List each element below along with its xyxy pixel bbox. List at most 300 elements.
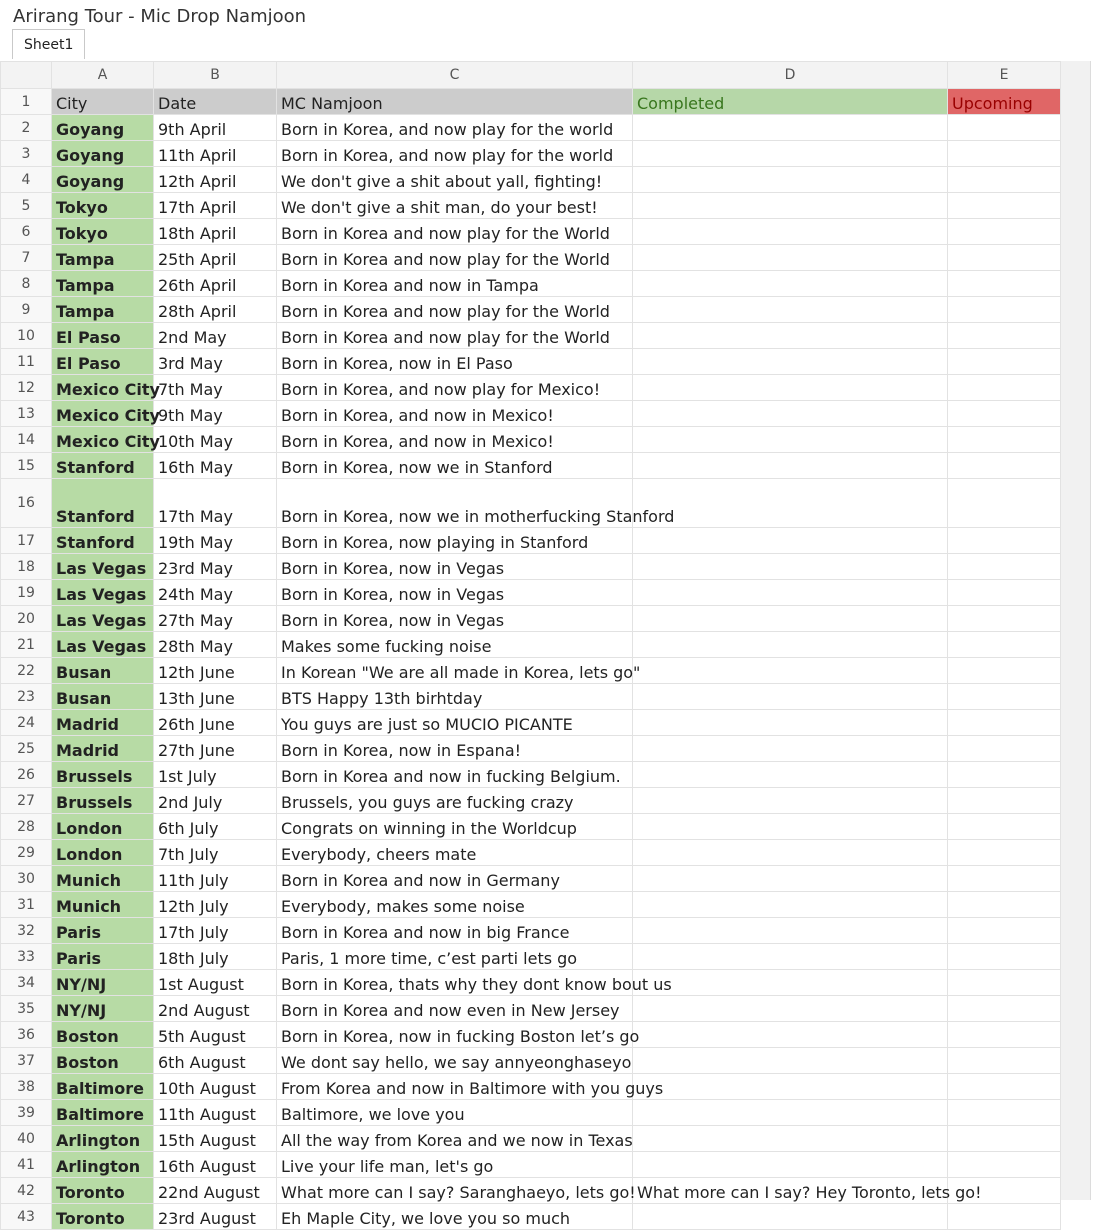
row-number[interactable]: 32 bbox=[1, 918, 52, 944]
cell-date[interactable]: 12th July bbox=[154, 892, 277, 918]
cell-city[interactable]: Mexico City bbox=[52, 427, 154, 453]
cell-mc-namjoon[interactable]: All the way from Korea and we now in Texas bbox=[277, 1126, 633, 1152]
cell-mc-namjoon[interactable]: From Korea and now in Baltimore with you guys bbox=[277, 1074, 633, 1100]
cell-city[interactable]: Arlington bbox=[52, 1126, 154, 1152]
table-row bbox=[1, 996, 1061, 1022]
table-row bbox=[1, 918, 1061, 944]
cell-completed[interactable] bbox=[633, 762, 948, 788]
cell-upcoming[interactable] bbox=[948, 970, 1061, 996]
cell-mc-namjoon[interactable]: What more can I say? Saranghaeyo, lets go! bbox=[277, 1178, 633, 1204]
cell-date[interactable]: 27th June bbox=[154, 736, 277, 762]
cell-date[interactable]: 23rd August bbox=[154, 1204, 277, 1230]
table-row bbox=[1, 710, 1061, 736]
cell-mc-namjoon[interactable]: Born in Korea, now in fucking Boston let’s go bbox=[277, 1022, 633, 1048]
cell-upcoming[interactable] bbox=[948, 1100, 1061, 1126]
table-row bbox=[1, 1126, 1061, 1152]
row-number[interactable]: 11 bbox=[1, 349, 52, 375]
select-all-corner[interactable] bbox=[1, 62, 52, 89]
cell-date[interactable]: 19th May bbox=[154, 528, 277, 554]
row-number[interactable]: 39 bbox=[1, 1100, 52, 1126]
cell-date[interactable]: 1st July bbox=[154, 762, 277, 788]
cell-completed[interactable] bbox=[633, 736, 948, 762]
header-cell-completed[interactable]: Completed bbox=[633, 89, 948, 115]
cell-city[interactable]: Tokyo bbox=[52, 193, 154, 219]
cell-mc-namjoon[interactable]: Brussels, you guys are fucking crazy bbox=[277, 788, 633, 814]
cell-mc-namjoon[interactable]: Baltimore, we love you bbox=[277, 1100, 633, 1126]
row-number[interactable]: 2 bbox=[1, 115, 52, 141]
cell-city[interactable]: Toronto bbox=[52, 1204, 154, 1230]
cell-completed[interactable]: What more can I say? Hey Toronto, lets go! bbox=[633, 1178, 948, 1204]
cell-city[interactable]: Las Vegas bbox=[52, 580, 154, 606]
table-row bbox=[1, 528, 1061, 554]
cell-mc-namjoon[interactable]: Born in Korea, and now play for Mexico! bbox=[277, 375, 633, 401]
cell-upcoming[interactable] bbox=[948, 996, 1061, 1022]
vertical-scrollbar[interactable] bbox=[1090, 61, 1118, 1200]
cell-mc-namjoon[interactable]: Born in Korea, and now play for the world bbox=[277, 115, 633, 141]
row-number[interactable]: 21 bbox=[1, 632, 52, 658]
row-number[interactable]: 14 bbox=[1, 427, 52, 453]
row-number[interactable]: 35 bbox=[1, 996, 52, 1022]
table-row bbox=[1, 453, 1061, 479]
cell-completed[interactable] bbox=[633, 814, 948, 840]
cell-city[interactable]: Munich bbox=[52, 866, 154, 892]
cell-upcoming[interactable] bbox=[948, 944, 1061, 970]
cell-city[interactable]: Las Vegas bbox=[52, 632, 154, 658]
cell-completed[interactable] bbox=[633, 944, 948, 970]
cell-upcoming[interactable] bbox=[948, 375, 1061, 401]
cell-city[interactable]: El Paso bbox=[52, 349, 154, 375]
cell-mc-namjoon[interactable]: Paris, 1 more time, c’est parti lets go bbox=[277, 944, 633, 970]
cell-upcoming[interactable] bbox=[948, 271, 1061, 297]
cell-completed[interactable] bbox=[633, 918, 948, 944]
row-number[interactable]: 36 bbox=[1, 1022, 52, 1048]
cell-date[interactable]: 13th June bbox=[154, 684, 277, 710]
cell-completed[interactable] bbox=[633, 1022, 948, 1048]
cell-date[interactable]: 11th April bbox=[154, 141, 277, 167]
cell-city[interactable]: Mexico City bbox=[52, 375, 154, 401]
cell-date[interactable]: 26th June bbox=[154, 710, 277, 736]
row-number[interactable]: 17 bbox=[1, 528, 52, 554]
cell-date[interactable]: 9th April bbox=[154, 115, 277, 141]
cell-date[interactable]: 6th August bbox=[154, 1048, 277, 1074]
cell-mc-namjoon[interactable]: Born in Korea and now play for the World bbox=[277, 297, 633, 323]
cell-city[interactable]: Busan bbox=[52, 684, 154, 710]
table-row bbox=[1, 866, 1061, 892]
row-number[interactable]: 40 bbox=[1, 1126, 52, 1152]
table-row bbox=[1, 684, 1061, 710]
cell-mc-namjoon[interactable]: Born in Korea, now in Vegas bbox=[277, 606, 633, 632]
cell-upcoming[interactable] bbox=[948, 427, 1061, 453]
table-row bbox=[1, 762, 1061, 788]
column-header-c[interactable]: C bbox=[277, 62, 633, 89]
table-row bbox=[1, 944, 1061, 970]
cell-upcoming[interactable] bbox=[948, 658, 1061, 684]
cell-upcoming[interactable] bbox=[948, 918, 1061, 944]
cell-upcoming[interactable] bbox=[948, 1126, 1061, 1152]
cell-date[interactable]: 18th July bbox=[154, 944, 277, 970]
cell-mc-namjoon[interactable]: Congrats on winning in the Worldcup bbox=[277, 814, 633, 840]
cell-completed[interactable] bbox=[633, 580, 948, 606]
cell-mc-namjoon[interactable]: Everybody, makes some noise bbox=[277, 892, 633, 918]
cell-upcoming[interactable] bbox=[948, 115, 1061, 141]
cell-city[interactable]: Madrid bbox=[52, 736, 154, 762]
table-row bbox=[1, 606, 1061, 632]
cell-mc-namjoon[interactable]: Born in Korea and now in Tampa bbox=[277, 271, 633, 297]
row-number[interactable]: 29 bbox=[1, 840, 52, 866]
cell-mc-namjoon[interactable]: Live your life man, let's go bbox=[277, 1152, 633, 1178]
cell-city[interactable]: Madrid bbox=[52, 710, 154, 736]
cell-date[interactable]: 16th May bbox=[154, 453, 277, 479]
cell-city[interactable]: Mexico City bbox=[52, 401, 154, 427]
table-row bbox=[1, 814, 1061, 840]
header-cell-date[interactable]: Date bbox=[154, 89, 277, 115]
cell-city[interactable]: Toronto bbox=[52, 1178, 154, 1204]
cell-date[interactable]: 28th May bbox=[154, 632, 277, 658]
row-number[interactable]: 1 bbox=[1, 89, 52, 115]
cell-upcoming[interactable] bbox=[948, 554, 1061, 580]
row-number[interactable]: 16 bbox=[1, 479, 52, 528]
cell-date[interactable]: 11th July bbox=[154, 866, 277, 892]
cell-city[interactable]: London bbox=[52, 814, 154, 840]
cell-completed[interactable] bbox=[633, 427, 948, 453]
cell-mc-namjoon[interactable]: Born in Korea, now in Espana! bbox=[277, 736, 633, 762]
cell-city[interactable]: Las Vegas bbox=[52, 606, 154, 632]
cell-upcoming[interactable] bbox=[948, 866, 1061, 892]
cell-completed[interactable] bbox=[633, 996, 948, 1022]
cell-upcoming[interactable] bbox=[948, 606, 1061, 632]
column-header-a[interactable]: A bbox=[52, 62, 154, 89]
cell-date[interactable]: 25th April bbox=[154, 245, 277, 271]
cell-date[interactable]: 12th June bbox=[154, 658, 277, 684]
cell-upcoming[interactable] bbox=[948, 1048, 1061, 1074]
row-number[interactable]: 33 bbox=[1, 944, 52, 970]
row-number[interactable]: 10 bbox=[1, 323, 52, 349]
cell-date[interactable]: 6th July bbox=[154, 814, 277, 840]
cell-completed[interactable] bbox=[633, 554, 948, 580]
row-number[interactable]: 24 bbox=[1, 710, 52, 736]
cell-city[interactable]: Stanford bbox=[52, 479, 154, 528]
cell-city[interactable]: Boston bbox=[52, 1022, 154, 1048]
cell-mc-namjoon[interactable]: Born in Korea and now play for the World bbox=[277, 323, 633, 349]
header-cell-upcoming[interactable]: Upcoming bbox=[948, 89, 1061, 115]
cell-completed[interactable] bbox=[633, 1204, 948, 1230]
cell-date[interactable]: 18th April bbox=[154, 219, 277, 245]
cell-completed[interactable] bbox=[633, 710, 948, 736]
cell-mc-namjoon[interactable]: Everybody, cheers mate bbox=[277, 840, 633, 866]
cell-city[interactable]: Brussels bbox=[52, 788, 154, 814]
cell-city[interactable]: Baltimore bbox=[52, 1100, 154, 1126]
table-row bbox=[1, 580, 1061, 606]
cell-date[interactable]: 7th May bbox=[154, 375, 277, 401]
row-number[interactable]: 7 bbox=[1, 245, 52, 271]
cell-mc-namjoon[interactable]: Born in Korea and now in Germany bbox=[277, 866, 633, 892]
cell-mc-namjoon[interactable]: Born in Korea and now in fucking Belgium. bbox=[277, 762, 633, 788]
row-number[interactable]: 6 bbox=[1, 219, 52, 245]
cell-mc-namjoon[interactable]: Born in Korea, now in Vegas bbox=[277, 554, 633, 580]
cell-city[interactable]: Goyang bbox=[52, 141, 154, 167]
cell-upcoming[interactable] bbox=[948, 323, 1061, 349]
cell-date[interactable]: 28th April bbox=[154, 297, 277, 323]
cell-upcoming[interactable] bbox=[948, 710, 1061, 736]
table-row bbox=[1, 401, 1061, 427]
cell-date[interactable]: 11th August bbox=[154, 1100, 277, 1126]
cell-completed[interactable] bbox=[633, 528, 948, 554]
cell-date[interactable]: 2nd May bbox=[154, 323, 277, 349]
row-number[interactable]: 30 bbox=[1, 866, 52, 892]
row-number[interactable]: 27 bbox=[1, 788, 52, 814]
table-row bbox=[1, 1178, 1061, 1204]
row-number[interactable]: 12 bbox=[1, 375, 52, 401]
cell-mc-namjoon[interactable]: In Korean "We are all made in Korea, lets go" bbox=[277, 658, 633, 684]
cell-date[interactable]: 16th August bbox=[154, 1152, 277, 1178]
row-number[interactable]: 22 bbox=[1, 658, 52, 684]
cell-completed[interactable] bbox=[633, 167, 948, 193]
row-number[interactable]: 3 bbox=[1, 141, 52, 167]
table-row bbox=[1, 1152, 1061, 1178]
cell-city[interactable]: Boston bbox=[52, 1048, 154, 1074]
cell-completed[interactable] bbox=[633, 866, 948, 892]
cell-upcoming[interactable] bbox=[948, 528, 1061, 554]
cell-mc-namjoon[interactable]: Born in Korea, now playing in Stanford bbox=[277, 528, 633, 554]
row-number[interactable]: 28 bbox=[1, 814, 52, 840]
row-number[interactable]: 8 bbox=[1, 271, 52, 297]
cell-city[interactable]: Las Vegas bbox=[52, 554, 154, 580]
cell-city[interactable]: Tokyo bbox=[52, 219, 154, 245]
row-number[interactable]: 9 bbox=[1, 297, 52, 323]
cell-upcoming[interactable] bbox=[948, 297, 1061, 323]
cell-upcoming[interactable] bbox=[948, 167, 1061, 193]
sheet-tab-sheet1[interactable]: Sheet1 bbox=[12, 29, 85, 59]
cell-mc-namjoon[interactable]: Born in Korea, now we in Stanford bbox=[277, 453, 633, 479]
cell-completed[interactable] bbox=[633, 892, 948, 918]
cell-mc-namjoon[interactable]: Born in Korea, thats why they dont know bout us bbox=[277, 970, 633, 996]
row-number[interactable]: 4 bbox=[1, 167, 52, 193]
row-number[interactable]: 26 bbox=[1, 762, 52, 788]
cell-completed[interactable] bbox=[633, 1074, 948, 1100]
table-row bbox=[1, 167, 1061, 193]
table-row bbox=[1, 632, 1061, 658]
cell-date[interactable]: 5th August bbox=[154, 1022, 277, 1048]
cell-completed[interactable] bbox=[633, 401, 948, 427]
cell-mc-namjoon[interactable]: Makes some fucking noise bbox=[277, 632, 633, 658]
cell-mc-namjoon[interactable]: We don't give a shit man, do your best! bbox=[277, 193, 633, 219]
row-number[interactable]: 25 bbox=[1, 736, 52, 762]
table-row bbox=[1, 1048, 1061, 1074]
cell-mc-namjoon[interactable]: Born in Korea and now play for the World bbox=[277, 245, 633, 271]
cell-date[interactable]: 27th May bbox=[154, 606, 277, 632]
table-row bbox=[1, 892, 1061, 918]
cell-completed[interactable] bbox=[633, 1100, 948, 1126]
table-row bbox=[1, 271, 1061, 297]
cell-upcoming[interactable] bbox=[948, 401, 1061, 427]
cell-completed[interactable] bbox=[633, 658, 948, 684]
cell-completed[interactable] bbox=[633, 297, 948, 323]
cell-mc-namjoon[interactable]: Born in Korea, now in Vegas bbox=[277, 580, 633, 606]
cell-city[interactable]: Munich bbox=[52, 892, 154, 918]
cell-mc-namjoon[interactable]: Born in Korea and now even in New Jersey bbox=[277, 996, 633, 1022]
cell-city[interactable]: Paris bbox=[52, 944, 154, 970]
cell-date[interactable]: 24th May bbox=[154, 580, 277, 606]
cell-completed[interactable] bbox=[633, 245, 948, 271]
table-row bbox=[1, 427, 1061, 453]
header-cell-city[interactable]: City bbox=[52, 89, 154, 115]
cell-mc-namjoon[interactable]: Eh Maple City, we love you so much bbox=[277, 1204, 633, 1230]
row-number[interactable]: 19 bbox=[1, 580, 52, 606]
cell-date[interactable]: 15th August bbox=[154, 1126, 277, 1152]
cell-completed[interactable] bbox=[633, 323, 948, 349]
cell-city[interactable]: Arlington bbox=[52, 1152, 154, 1178]
row-number[interactable]: 37 bbox=[1, 1048, 52, 1074]
cell-mc-namjoon[interactable]: Born in Korea, now we in motherfucking Stanford bbox=[277, 479, 633, 528]
cell-date[interactable]: 17th May bbox=[154, 479, 277, 528]
cell-upcoming[interactable] bbox=[948, 479, 1061, 528]
cell-completed[interactable] bbox=[633, 1126, 948, 1152]
cell-date[interactable]: 10th May bbox=[154, 427, 277, 453]
column-header-d[interactable]: D bbox=[633, 62, 948, 89]
cell-mc-namjoon[interactable]: We don't give a shit about yall, fighting! bbox=[277, 167, 633, 193]
cell-upcoming[interactable] bbox=[948, 892, 1061, 918]
sheet-table bbox=[0, 61, 1061, 1230]
cell-upcoming[interactable] bbox=[948, 453, 1061, 479]
row-number[interactable]: 18 bbox=[1, 554, 52, 580]
cell-date[interactable]: 23rd May bbox=[154, 554, 277, 580]
cell-city[interactable]: Tampa bbox=[52, 271, 154, 297]
cell-completed[interactable] bbox=[633, 970, 948, 996]
cell-city[interactable]: Goyang bbox=[52, 167, 154, 193]
cell-upcoming[interactable] bbox=[948, 840, 1061, 866]
row-number[interactable]: 20 bbox=[1, 606, 52, 632]
cell-completed[interactable] bbox=[633, 219, 948, 245]
cell-upcoming[interactable] bbox=[948, 349, 1061, 375]
cell-city[interactable]: Stanford bbox=[52, 528, 154, 554]
cell-completed[interactable] bbox=[633, 606, 948, 632]
cell-completed[interactable] bbox=[633, 193, 948, 219]
cell-upcoming[interactable] bbox=[948, 1204, 1061, 1230]
cell-mc-namjoon[interactable]: You guys are just so MUCIO PICANTE bbox=[277, 710, 633, 736]
cell-city[interactable]: Brussels bbox=[52, 762, 154, 788]
cell-completed[interactable] bbox=[633, 479, 948, 528]
cell-date[interactable]: 17th July bbox=[154, 918, 277, 944]
table-row bbox=[1, 245, 1061, 271]
cell-date[interactable]: 7th July bbox=[154, 840, 277, 866]
cell-mc-namjoon[interactable]: BTS Happy 13th birhtday bbox=[277, 684, 633, 710]
cell-city[interactable]: London bbox=[52, 840, 154, 866]
cell-upcoming[interactable] bbox=[948, 245, 1061, 271]
cell-date[interactable]: 9th May bbox=[154, 401, 277, 427]
table-row bbox=[1, 297, 1061, 323]
row-number[interactable]: 15 bbox=[1, 453, 52, 479]
cell-mc-namjoon[interactable]: Born in Korea, now in El Paso bbox=[277, 349, 633, 375]
spreadsheet-grid bbox=[0, 61, 1117, 1228]
cell-city[interactable]: Stanford bbox=[52, 453, 154, 479]
cell-upcoming[interactable] bbox=[948, 1074, 1061, 1100]
cell-completed[interactable] bbox=[633, 684, 948, 710]
row-number[interactable]: 43 bbox=[1, 1204, 52, 1230]
row-number[interactable]: 42 bbox=[1, 1178, 52, 1204]
cell-upcoming[interactable] bbox=[948, 788, 1061, 814]
table-row bbox=[1, 1074, 1061, 1100]
cell-completed[interactable] bbox=[633, 349, 948, 375]
cell-completed[interactable] bbox=[633, 632, 948, 658]
row-number[interactable]: 13 bbox=[1, 401, 52, 427]
column-header-b[interactable]: B bbox=[154, 62, 277, 89]
cell-city[interactable]: Paris bbox=[52, 918, 154, 944]
cell-upcoming[interactable] bbox=[948, 193, 1061, 219]
header-cell-mc-namjoon[interactable]: MC Namjoon bbox=[277, 89, 633, 115]
cell-completed[interactable] bbox=[633, 115, 948, 141]
cell-mc-namjoon[interactable]: We dont say hello, we say annyeonghaseyo bbox=[277, 1048, 633, 1074]
cell-mc-namjoon[interactable]: Born in Korea and now in big France bbox=[277, 918, 633, 944]
cell-completed[interactable] bbox=[633, 1152, 948, 1178]
cell-upcoming[interactable] bbox=[948, 632, 1061, 658]
document-title[interactable]: Arirang Tour - Mic Drop Namjoon bbox=[13, 6, 307, 27]
cell-date[interactable]: 17th April bbox=[154, 193, 277, 219]
table-row bbox=[1, 115, 1061, 141]
row-number[interactable]: 31 bbox=[1, 892, 52, 918]
cell-completed[interactable] bbox=[633, 840, 948, 866]
cell-city[interactable]: NY/NJ bbox=[52, 996, 154, 1022]
row-number[interactable]: 23 bbox=[1, 684, 52, 710]
row-number[interactable]: 41 bbox=[1, 1152, 52, 1178]
cell-date[interactable]: 26th April bbox=[154, 271, 277, 297]
cell-completed[interactable] bbox=[633, 788, 948, 814]
cell-upcoming[interactable] bbox=[948, 1022, 1061, 1048]
cell-city[interactable]: Baltimore bbox=[52, 1074, 154, 1100]
cell-mc-namjoon[interactable]: Born in Korea, and now in Mexico! bbox=[277, 427, 633, 453]
cell-upcoming[interactable] bbox=[948, 580, 1061, 606]
row-number[interactable]: 34 bbox=[1, 970, 52, 996]
cell-date[interactable]: 3rd May bbox=[154, 349, 277, 375]
cell-city[interactable]: Tampa bbox=[52, 245, 154, 271]
table-row bbox=[1, 736, 1061, 762]
cell-date[interactable]: 22nd August bbox=[154, 1178, 277, 1204]
row-number[interactable]: 38 bbox=[1, 1074, 52, 1100]
cell-city[interactable]: Tampa bbox=[52, 297, 154, 323]
cell-upcoming[interactable] bbox=[948, 684, 1061, 710]
cell-mc-namjoon[interactable]: Born in Korea, and now play for the world bbox=[277, 141, 633, 167]
cell-date[interactable]: 10th August bbox=[154, 1074, 277, 1100]
cell-date[interactable]: 2nd August bbox=[154, 996, 277, 1022]
cell-completed[interactable] bbox=[633, 271, 948, 297]
cell-completed[interactable] bbox=[633, 453, 948, 479]
cell-upcoming[interactable] bbox=[948, 814, 1061, 840]
cell-mc-namjoon[interactable]: Born in Korea and now play for the World bbox=[277, 219, 633, 245]
cell-upcoming[interactable] bbox=[948, 219, 1061, 245]
cell-city[interactable]: NY/NJ bbox=[52, 970, 154, 996]
cell-completed[interactable] bbox=[633, 1048, 948, 1074]
table-row bbox=[1, 788, 1061, 814]
table-row bbox=[1, 349, 1061, 375]
cell-upcoming[interactable] bbox=[948, 736, 1061, 762]
cell-upcoming[interactable] bbox=[948, 762, 1061, 788]
cell-city[interactable]: El Paso bbox=[52, 323, 154, 349]
cell-city[interactable]: Busan bbox=[52, 658, 154, 684]
cell-mc-namjoon[interactable]: Born in Korea, and now in Mexico! bbox=[277, 401, 633, 427]
cell-completed[interactable] bbox=[633, 375, 948, 401]
column-header-e[interactable]: E bbox=[948, 62, 1061, 89]
cell-upcoming[interactable] bbox=[948, 1152, 1061, 1178]
cell-completed[interactable] bbox=[633, 141, 948, 167]
cell-date[interactable]: 1st August bbox=[154, 970, 277, 996]
table-row bbox=[1, 141, 1061, 167]
table-row bbox=[1, 323, 1061, 349]
cell-upcoming[interactable] bbox=[948, 141, 1061, 167]
table-row bbox=[1, 1022, 1061, 1048]
cell-date[interactable]: 2nd July bbox=[154, 788, 277, 814]
cell-city[interactable]: Goyang bbox=[52, 115, 154, 141]
cell-date[interactable]: 12th April bbox=[154, 167, 277, 193]
row-number[interactable]: 5 bbox=[1, 193, 52, 219]
